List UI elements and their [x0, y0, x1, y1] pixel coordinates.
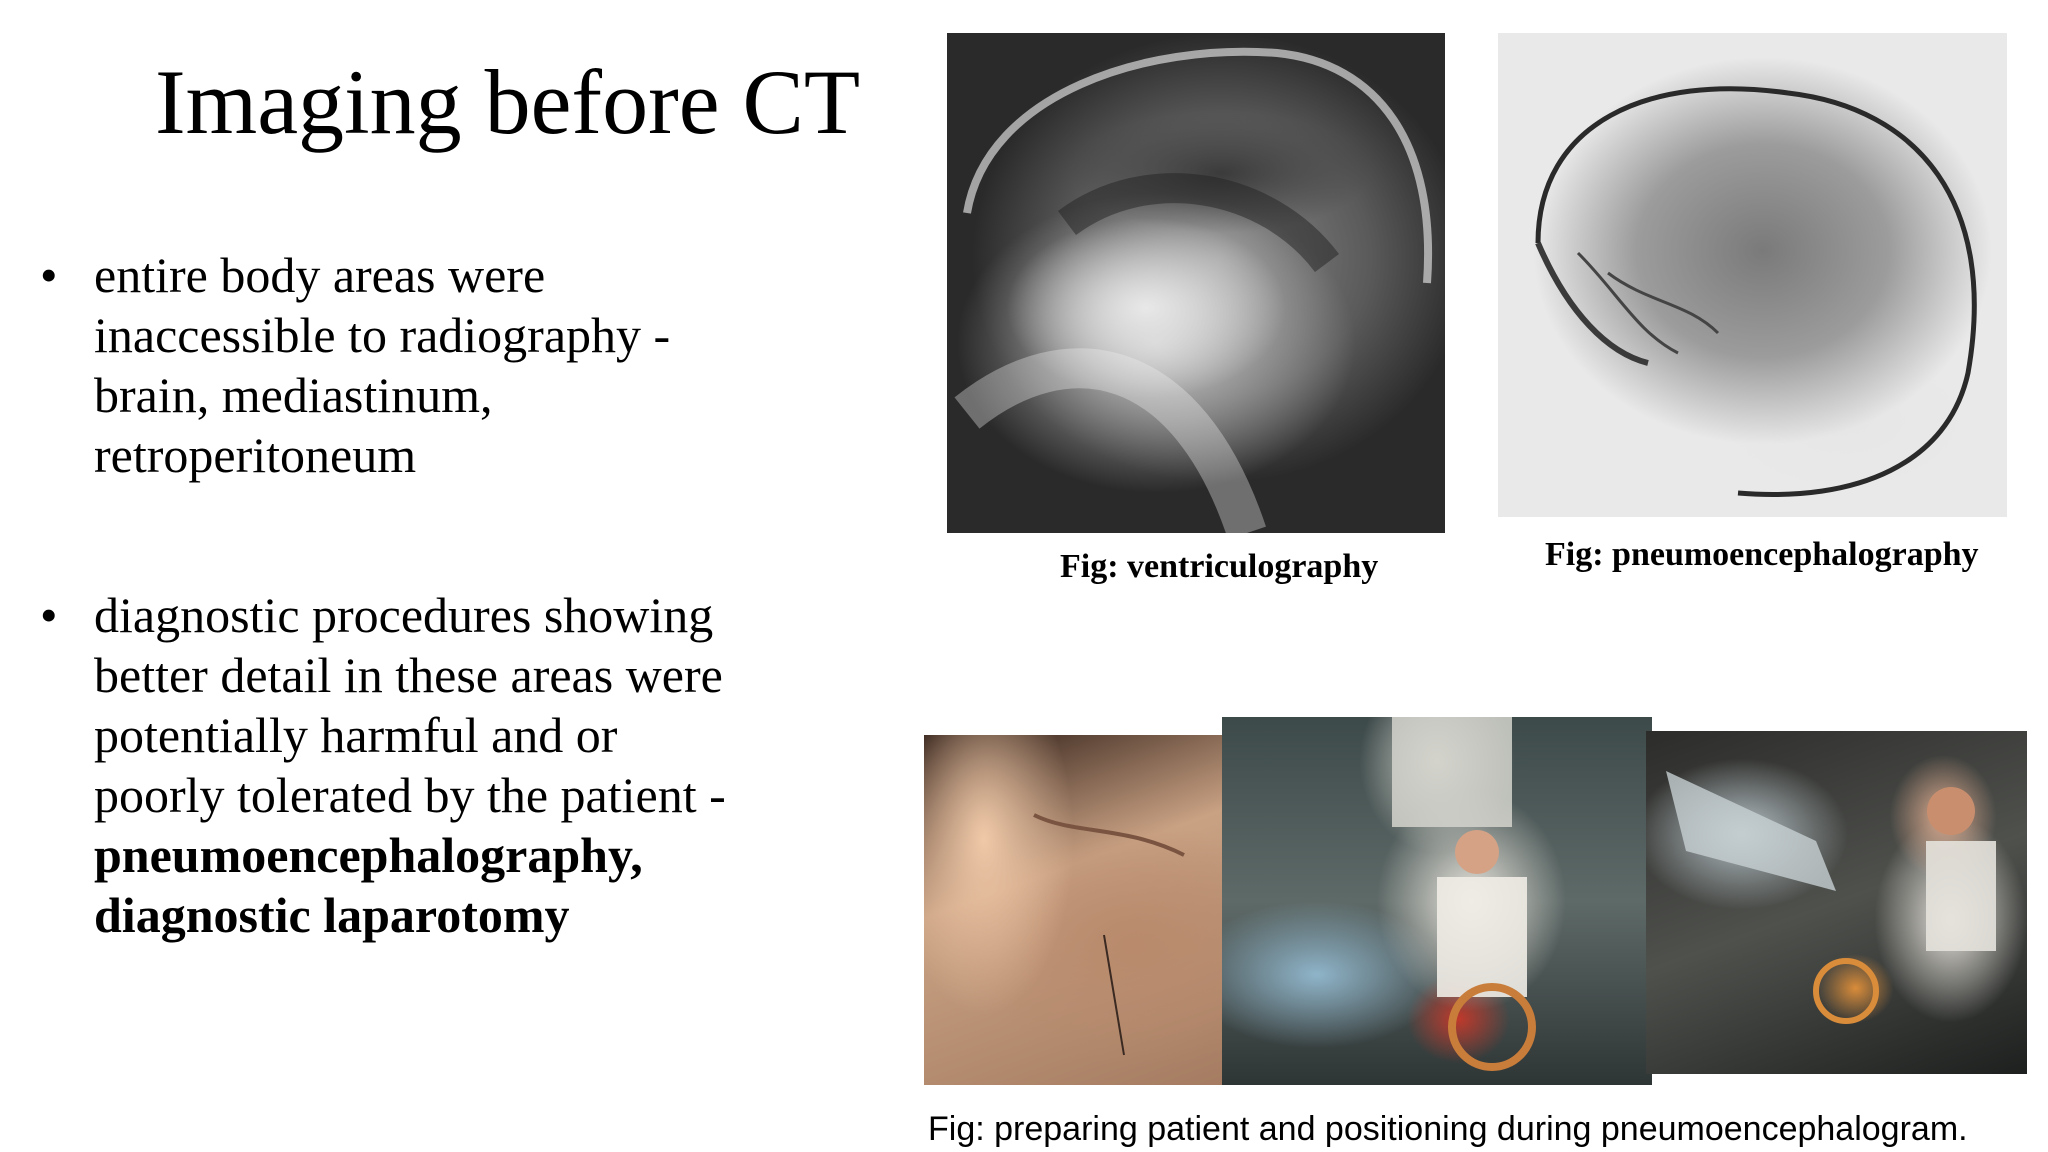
ventriculography-xray-image — [947, 33, 1445, 533]
bullet-item-inaccessible-areas — [40, 245, 740, 485]
bullet-list — [40, 245, 740, 945]
preparing-patient-caption: Fig: preparing patient and positioning during pneumoencephalogram. — [928, 1110, 1968, 1148]
bullet-text: entire body areas were inaccessible to radiography - brain, mediastinum, retroperitoneum — [94, 247, 671, 483]
patient-positioning-photo-2 — [1646, 731, 2027, 1074]
ventriculography-caption: Fig: ventriculography — [1060, 548, 1379, 585]
bullet-item-diagnostic-procedures — [40, 585, 740, 945]
bullet-text: diagnostic procedures showing better detail in these areas were potentially harmful and or poorly tolerated by the patient - — [94, 587, 726, 823]
patient-preparation-photo — [924, 735, 1224, 1085]
bullet-marker: • — [40, 247, 58, 303]
pneumoencephalography-xray-image — [1498, 33, 2007, 517]
bullet-bold-text: pneumoencephalography, diagnostic laparotomy — [94, 827, 643, 943]
pneumoencephalography-caption: Fig: pneumoencephalography — [1545, 536, 1979, 573]
patient-positioning-photo-1 — [1222, 717, 1652, 1085]
slide-title: Imaging before CT — [155, 51, 861, 153]
bullet-marker: • — [40, 587, 58, 643]
